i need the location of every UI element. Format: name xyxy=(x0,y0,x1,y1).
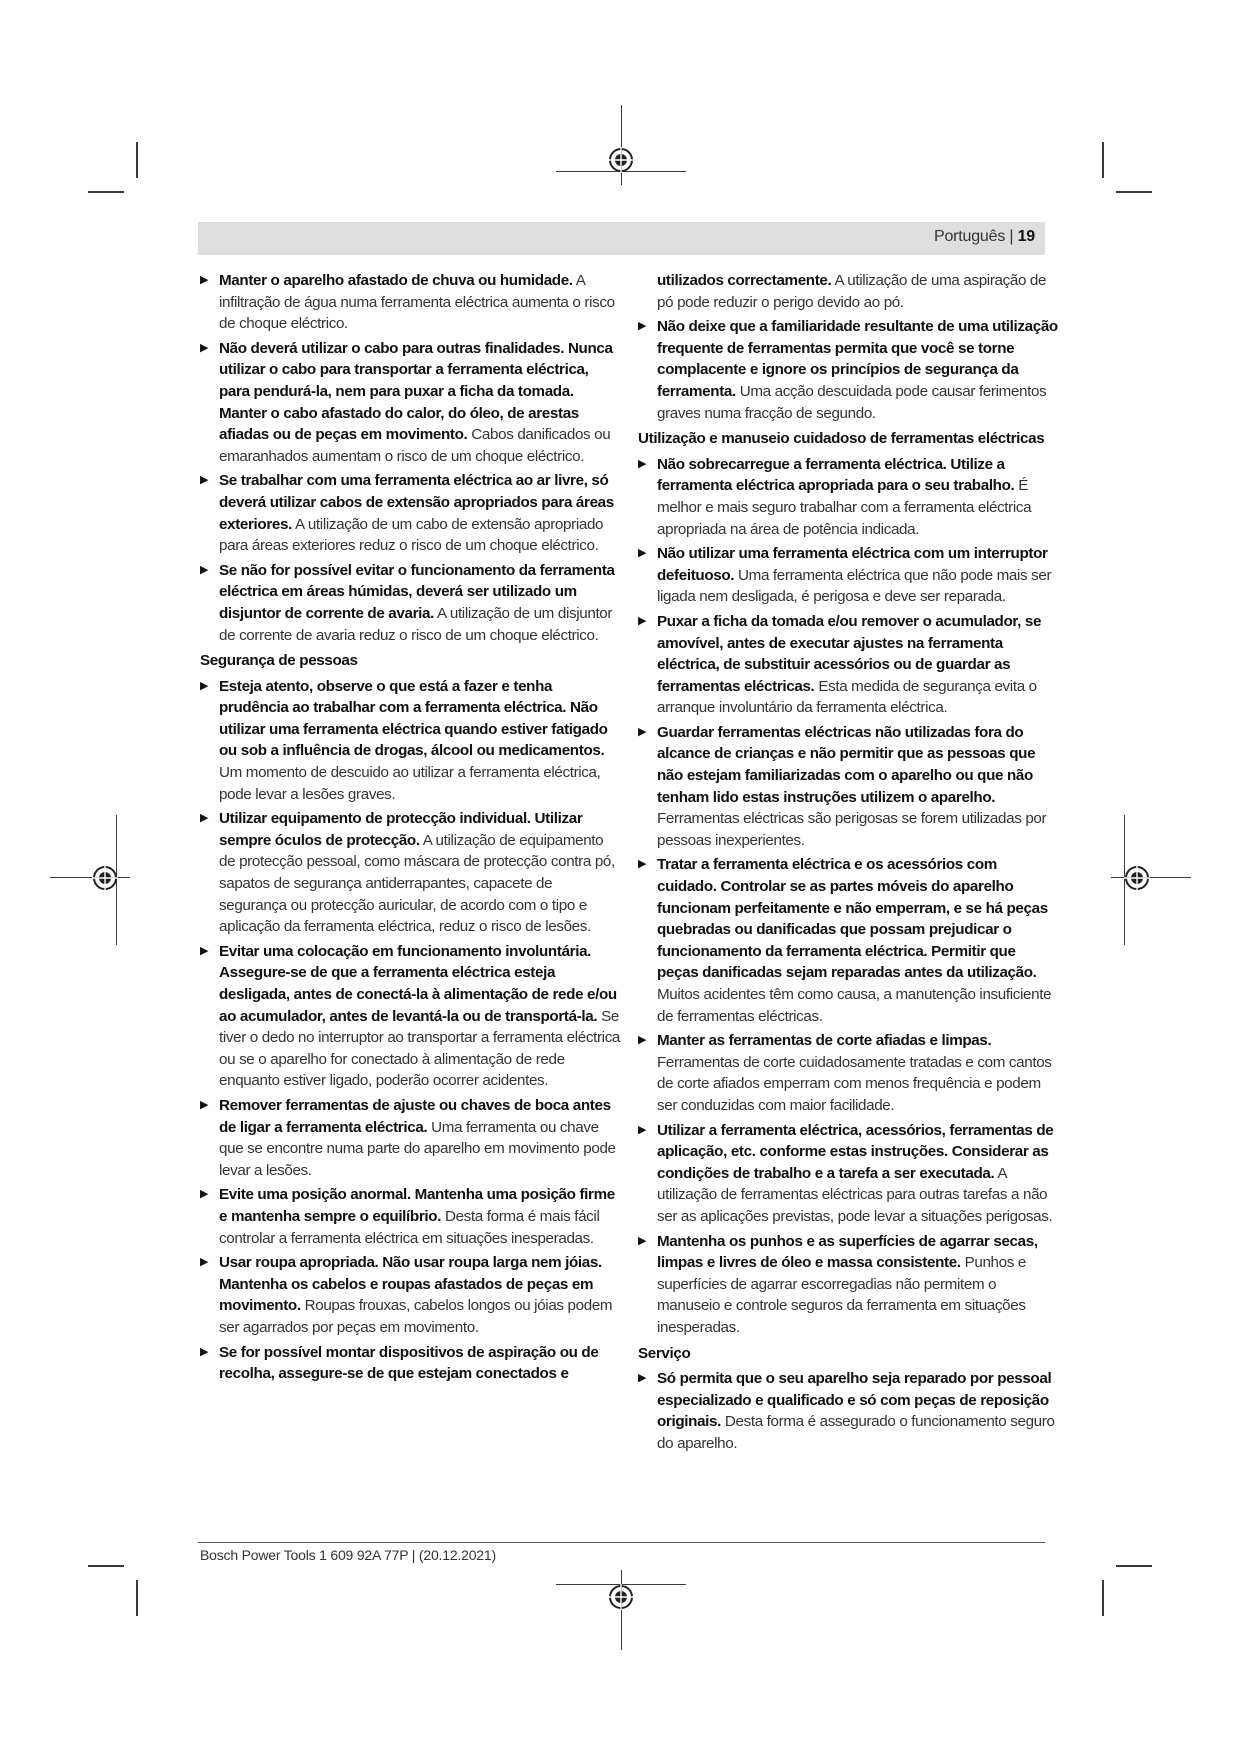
bullet-arrow-icon: ▶ xyxy=(200,944,209,957)
item-normal-text: Desta forma é mais fácil controlar a ferramenta eléctrica em situações inesperadas. xyxy=(219,1207,600,1247)
registration-target-icon xyxy=(1124,865,1150,891)
item-normal-text: Ferramentas eléctricas são perigosas se forem utilizadas por pessoas inexperientes. xyxy=(657,810,1047,849)
item-bold-text: Não utilizar uma ferramenta eléctrica com um interruptor defeituoso. xyxy=(657,545,1048,584)
crop-mark xyxy=(136,142,138,178)
item-normal-text: Uma ferramenta ou chave que se encontre numa parte do aparelho em movimento pode levar a lesões. xyxy=(219,1118,616,1179)
bullet-arrow-icon: ▶ xyxy=(638,320,647,333)
item-normal-text: Uma ferramenta eléctrica que não pode mais ser ligada nem desligada, é perigosa e deve ser reparada. xyxy=(657,566,1052,606)
list-item xyxy=(638,1120,1060,1228)
item-bold-text: Esteja atento, observe o que está a fazer e tenha prudência ao trabalhar com a ferramenta eléctrica. Não utilizar uma ferramenta eléctrica quando estiver fatigado ou sob a influência de drogas, álcool ou medicamentos. xyxy=(219,677,608,760)
bullet-arrow-icon: ▶ xyxy=(200,563,209,576)
item-normal-text: Roupas frouxas, cabelos longos ou jóias podem ser agarrados por peças em movimento. xyxy=(219,1297,613,1336)
list-item xyxy=(200,676,622,806)
page-header xyxy=(198,222,1045,255)
item-normal-text: Muitos acidentes têm como causa, a manutenção insuficiente de ferramentas eléctricas. xyxy=(657,986,1052,1025)
list-item xyxy=(200,1095,622,1181)
list-item xyxy=(638,722,1060,852)
section-heading: Serviço xyxy=(638,1344,691,1362)
list-item xyxy=(200,941,622,1092)
item-bold-text: Não deverá utilizar o cabo para outras finalidades. Nunca utilizar o cabo para transportar a ferramenta eléctrica, para pendurá-la, nem para puxar a ficha da tomada. Manter o cabo afastado do calor, do óleo, de arestas afiadas ou de peças em movimento. xyxy=(219,339,613,444)
item-bold-text: utilizados correctamente. xyxy=(657,272,832,289)
item-normal-text: A utilização de uma aspiração de pó pode reduzir o perigo devido ao pó. xyxy=(657,272,1047,311)
crop-mark xyxy=(1102,142,1104,178)
item-bold-text: Só permita que o seu aparelho seja reparado por pessoal especializado e qualificado e só com peças de reposição originais. xyxy=(657,1370,1052,1431)
item-normal-text: Punhos e superfícies de agarrar escorregadias não permitem o manuseio e controle seguros da ferramenta em situações inesperadas. xyxy=(657,1254,1026,1336)
crop-mark xyxy=(88,191,124,193)
item-normal-text: A utilização de equipamento de protecção pessoal, como máscara de protecção contra pó, sapatos de segurança antiderrapantes, capacete de segurança ou protecção auricular, de acordo com o tipo e aplicação da ferramenta eléctrica, reduz o risco de lesões. xyxy=(219,831,615,936)
item-bold-text: Utilizar equipamento de protecção individual. Utilizar sempre óculos de protecção. xyxy=(219,810,583,849)
item-bold-text: Manter o aparelho afastado de chuva ou humidade. xyxy=(219,272,573,289)
footer-divider xyxy=(198,1542,1045,1543)
list-item xyxy=(200,808,622,938)
item-normal-text: Se tiver o dedo no interruptor ao transportar a ferramenta eléctrica ou se o aparelho for conectado à alimentação de rede enquanto estiver ligado, poderão ocorrer acidentes. xyxy=(219,1007,621,1090)
bullet-arrow-icon: ▶ xyxy=(200,474,209,487)
list-item xyxy=(638,1030,1060,1116)
list-item xyxy=(200,1252,622,1338)
bullet-arrow-icon: ▶ xyxy=(200,341,209,354)
list-item xyxy=(200,1184,622,1249)
item-normal-text: Cabos danificados ou emaranhados aumentam o risco de um choque eléctrico. xyxy=(219,426,611,465)
list-item xyxy=(638,1231,1060,1339)
bullet-arrow-icon: ▶ xyxy=(200,679,209,692)
item-bold-text: Não deixe que a familiaridade resultante de uma utilização frequente de ferramentas permita que você se torne complacente e ignore os princípios de segurança da ferramenta. xyxy=(657,318,1058,400)
registration-target-icon xyxy=(608,147,634,173)
left-column xyxy=(200,270,622,1388)
item-bold-text: Não sobrecarregue a ferramenta eléctrica. Utilize a ferramenta eléctrica apropriada para o seu trabalho. xyxy=(657,455,1015,495)
item-bold-text: Guardar ferramentas eléctricas não utilizadas fora do alcance de crianças e não permitir que as pessoas que não estejam familiarizadas com o aparelho ou que não tenham lido estas instruções utilizem o aparelho. xyxy=(657,723,1036,806)
crop-mark xyxy=(1116,191,1152,193)
crop-mark xyxy=(1116,1565,1152,1567)
list-item xyxy=(638,611,1060,719)
header-text xyxy=(934,228,1035,246)
section-heading: Segurança de pessoas xyxy=(200,652,358,670)
bullet-arrow-icon: ▶ xyxy=(638,457,647,470)
item-bold-text: Usar roupa apropriada. Não usar roupa larga nem jóias. Mantenha os cabelos e roupas afastados de peças em movimento. xyxy=(219,1254,602,1315)
bullet-arrow-icon: ▶ xyxy=(200,812,209,825)
item-bold-text: Se não for possível evitar o funcionamento da ferramenta eléctrica em áreas húmidas, deverá ser utilizado um disjuntor de corrente de avaria. xyxy=(219,561,615,622)
section-heading: Utilização e manuseio cuidadoso de ferramentas eléctricas xyxy=(638,430,1045,448)
bullet-arrow-icon: ▶ xyxy=(200,274,209,286)
crop-mark xyxy=(88,1565,124,1567)
bullet-arrow-icon: ▶ xyxy=(638,1372,647,1385)
crop-mark xyxy=(136,1580,138,1616)
item-bold-text: Evite uma posição anormal. Mantenha uma posição firme e mantenha sempre o equilíbrio. xyxy=(219,1186,615,1225)
bullet-arrow-icon: ▶ xyxy=(200,1345,209,1358)
item-normal-text: A utilização de ferramentas eléctricas para outras tarefas a não ser as aplicações previstas, pode levar a situações perigosas. xyxy=(657,1164,1053,1225)
list-item xyxy=(638,316,1060,424)
item-normal-text: Uma acção descuidada pode causar ferimentos graves numa fracção de segundo. xyxy=(657,382,1047,422)
item-normal-text: A utilização de um cabo de extensão apropriado para áreas exteriores reduz o risco de um choque eléctrico. xyxy=(219,515,604,555)
registration-line xyxy=(1111,877,1191,878)
bullet-arrow-icon: ▶ xyxy=(200,1098,209,1111)
item-normal-text: A infiltração de água numa ferramenta eléctrica aumenta o risco de choque eléctrico. xyxy=(219,272,615,333)
item-normal-text: Esta medida de segurança evita o arranque involuntário da ferramenta eléctrica. xyxy=(657,677,1037,717)
item-bold-text: Manter as ferramentas de corte afiadas e limpas. xyxy=(657,1032,992,1050)
item-bold-text: Puxar a ficha da tomada e/ou remover o acumulador, se amovível, antes de executar ajustes na ferramenta eléctrica, de substituir acessórios ou de guardar as ferramentas eléctricas. xyxy=(657,612,1042,695)
page-number: 19 xyxy=(1017,228,1035,245)
registration-target-icon xyxy=(92,865,118,891)
bullet-arrow-icon: ▶ xyxy=(638,614,647,627)
bullet-arrow-icon: ▶ xyxy=(638,1034,647,1047)
bullet-arrow-icon: ▶ xyxy=(200,1256,209,1269)
registration-line xyxy=(621,105,622,185)
bullet-arrow-icon: ▶ xyxy=(638,858,647,871)
list-item xyxy=(638,454,1060,540)
bullet-arrow-icon: ▶ xyxy=(638,547,647,560)
right-column xyxy=(638,270,1060,1457)
header-separator: | xyxy=(1009,228,1014,245)
list-item xyxy=(638,543,1060,608)
bullet-arrow-icon: ▶ xyxy=(638,725,647,738)
list-item xyxy=(200,1342,622,1385)
list-item xyxy=(200,338,622,468)
crop-mark xyxy=(1102,1580,1104,1616)
bullet-arrow-icon: ▶ xyxy=(638,1234,647,1247)
item-normal-text: É melhor e mais seguro trabalhar com a ferramenta eléctrica apropriada na área de potência indicada. xyxy=(657,477,1032,538)
registration-target-icon xyxy=(608,1584,634,1610)
item-bold-text: Se trabalhar com uma ferramenta eléctrica ao ar livre, só deverá utilizar cabos de extensão apropriados para áreas exteriores. xyxy=(219,472,614,533)
bullet-arrow-icon: ▶ xyxy=(638,1123,647,1136)
list-item xyxy=(638,1368,1060,1454)
item-normal-text: A utilização de um disjuntor de corrente de avaria reduz o risco de um choque eléctrico. xyxy=(219,604,613,644)
item-bold-text: Mantenha os punhos e as superfícies de agarrar secas, limpas e livres de óleo e massa consistente. xyxy=(657,1232,1038,1272)
list-item xyxy=(200,560,622,646)
item-bold-text: Se for possível montar dispositivos de aspiração ou de recolha, assegure-se de que estejam conectados e xyxy=(219,1343,599,1383)
bullet-arrow-icon: ▶ xyxy=(200,1188,209,1201)
item-normal-text: Desta forma é assegurado o funcionamento seguro do aparelho. xyxy=(657,1413,1055,1452)
list-item xyxy=(200,270,622,335)
item-bold-text: Remover ferramentas de ajuste ou chaves de boca antes de ligar a ferramenta eléctrica. xyxy=(219,1096,611,1136)
item-normal-text: Ferramentas de corte cuidadosamente tratadas e com cantos de corte afiados emperram com menos frequência e podem ser conduzidas com maior facilidade. xyxy=(657,1053,1052,1114)
registration-line xyxy=(50,877,130,878)
item-bold-text: Evitar uma colocação em funcionamento involuntária. Assegure-se de que a ferramenta eléctrica esteja desligada, antes de conectá-la à alimentação de rede e/ou ao acumulador, antes de levantá-la ou de transportá-la. xyxy=(219,942,617,1025)
list-item xyxy=(200,470,622,556)
list-item xyxy=(638,854,1060,1027)
item-bold-text: Tratar a ferramenta eléctrica e os acessórios com cuidado. Controlar se as partes móveis do aparelho funcionam perfeitamente e não emperram, e se há peças quebradas ou danificadas que possam prejudicar o funcionamento da ferramenta eléctrica. Permitir que peças danificadas sejam reparadas antes da utilização. xyxy=(657,856,1048,982)
continued-item xyxy=(638,270,1060,313)
item-bold-text: Utilizar a ferramenta eléctrica, acessórios, ferramentas de aplicação, etc. conforme estas instruções. Considerar as condições de trabalho e a tarefa a ser executada. xyxy=(657,1121,1054,1182)
footer-text: Bosch Power Tools 1 609 92A 77P | (20.12.2021) xyxy=(200,1547,496,1563)
registration-line xyxy=(621,1570,622,1650)
header-language: Português xyxy=(933,228,1006,245)
item-normal-text: Um momento de descuido ao utilizar a ferramenta eléctrica, pode levar a lesões graves. xyxy=(219,764,601,803)
